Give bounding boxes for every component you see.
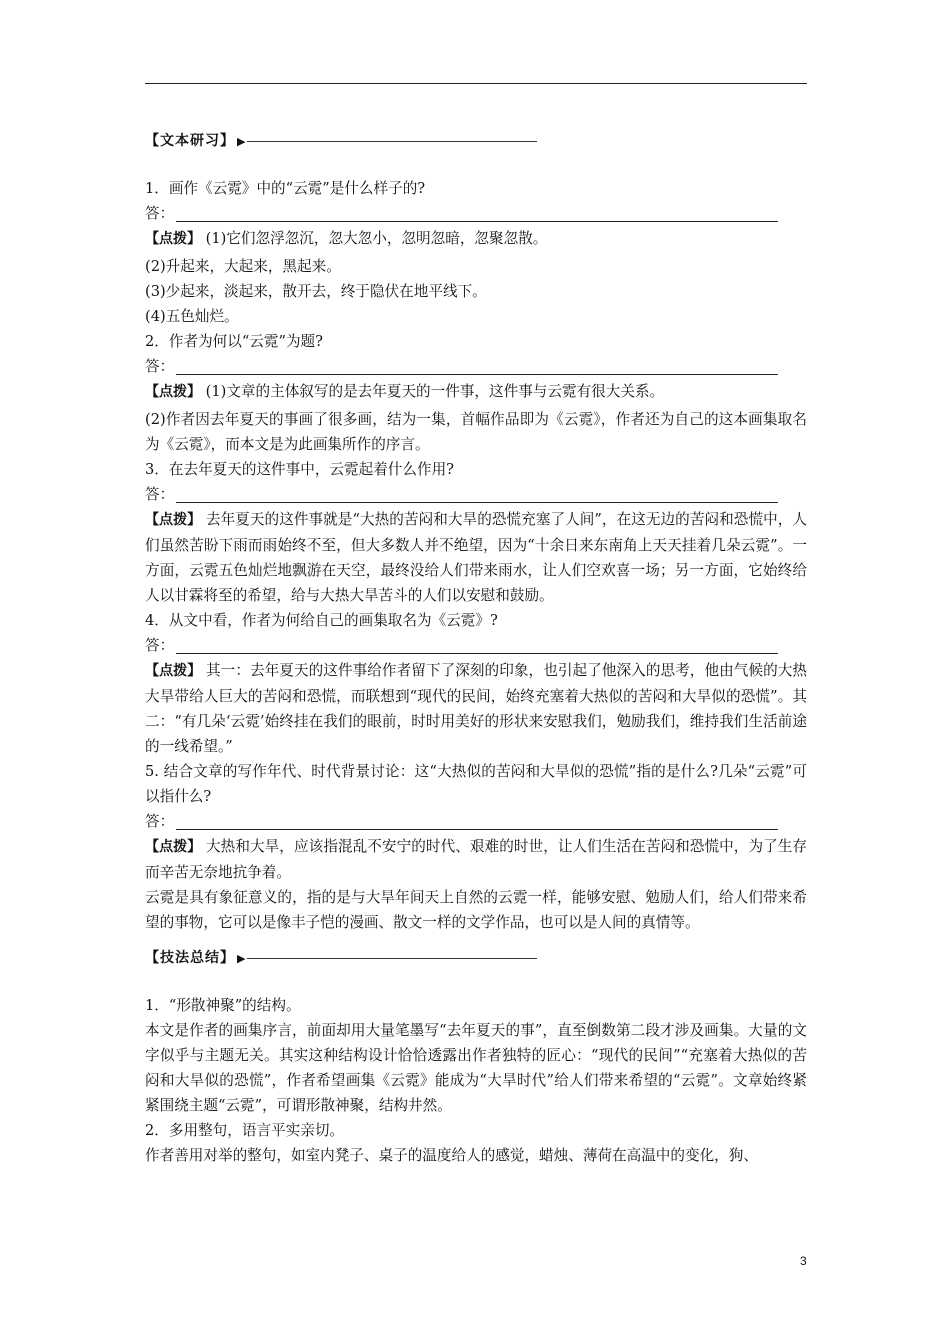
tip-1-line-4: (4)五色灿烂。 (145, 308, 239, 325)
page-number: 3 (800, 1254, 807, 1268)
answer-label: 答： (145, 205, 175, 222)
section-rule (247, 958, 537, 959)
tip-5-line-1: 【点拨】 大热和大旱，应该指混乱不安宁的时代、艰难的时世，让人们生活在苦闷和恐慌中，为了生存而辛苦无奈地抗争着。 (145, 838, 808, 881)
technique-1-text: 本文是作者的画集序言，前面却用大量笔墨写“去年夏天的事”，直至倒数第二段才涉及画集。大量的文字似乎与主题无关。其实这种结构设计恰恰透露出作者独特的匠心：“现代的民间”“充塞着大热似的苦闷和大旱似的恐慌”，作者希望画集《云霓》能成为“大旱时代”给人们带来希望的“云霓”。文章始终紧紧围绕主题“云霓”，可谓形散神聚，结构井然。 (145, 1022, 807, 1114)
tip-1-line-1: 【点拨】 (1)它们忽浮忽沉，忽大忽小，忽明忽暗，忽聚忽散。 (145, 230, 548, 247)
tip-5-line-2: 云霓是具有象征意义的，指的是与大旱年间天上自然的云霓一样，能够安慰、勉励人们，给人们带来希望的事物，它可以是像丰子恺的漫画、散文一样的文学作品，也可以是人间的真情等。 (145, 889, 807, 931)
answer-blank[interactable] (176, 204, 778, 222)
triangle-arrow-icon: ▶ (237, 951, 246, 965)
answer-blank[interactable] (176, 357, 778, 375)
answer-blank[interactable] (176, 812, 778, 830)
technique-1-heading: 1．“形散神聚”的结构。 (145, 997, 301, 1014)
answer-blank[interactable] (176, 636, 778, 654)
section-title: 【技法总结】 (145, 949, 235, 966)
answer-line-2 (145, 354, 807, 379)
technique-2-heading: 2．多用整句，语言平实亲切。 (145, 1122, 345, 1139)
section-title: 【文本研习】 (145, 132, 235, 149)
question-2: 2．作者为何以“云霓”为题? (145, 333, 323, 350)
answer-label: 答： (145, 358, 175, 375)
question-1: 1．画作《云霓》中的“云霓”是什么样子的? (145, 180, 426, 197)
tip-label: 【点拨】 (145, 384, 201, 400)
tip-3: 【点拨】 去年夏天的这件事就是“大热的苦闷和大旱的恐慌充塞了人间”，在这无边的苦闷和恐慌中，人们虽然苦盼下雨而雨始终不至，但大多数人并不绝望，因为“十余日来东南角上天天挂着几朵云霓”。一方面，云霓五色灿烂地飘游在天空，最终没给人们带来雨水，让人们空欢喜一场；另一方面，它始终给人以甘霖将至的希望，给与大热大旱苦斗的人们以安慰和鼓励。 (145, 511, 807, 604)
question-3: 3．在去年夏天的这件事中，云霓起着什么作用? (145, 461, 454, 478)
answer-line-5 (145, 809, 807, 834)
question-5: 5. 结合文章的写作年代、时代背景讨论：这“大热似的苦闷和大旱似的恐慌”指的是什么?几朵“云霓”可以指什么? (145, 763, 807, 805)
section-heading-text-study (145, 128, 807, 154)
triangle-arrow-icon: ▶ (237, 134, 246, 148)
tip-label: 【点拨】 (145, 663, 202, 679)
tip-1-line-3: (3)少起来，淡起来，散开去，终于隐伏在地平线下。 (145, 283, 487, 300)
answer-label: 答： (145, 486, 175, 503)
answer-label: 答： (145, 813, 175, 830)
answer-line-3 (145, 482, 807, 507)
answer-label: 答： (145, 637, 175, 654)
tip-1-line-2: (2)升起来，大起来，黑起来。 (145, 258, 341, 275)
page-content (145, 128, 807, 1168)
header-rule (145, 83, 807, 84)
section-rule (247, 141, 537, 142)
tip-label: 【点拨】 (145, 231, 201, 247)
question-4: 4．从文中看，作者为何给自己的画集取名为《云霓》? (145, 612, 498, 629)
tip-2-line-1: 【点拨】 (1)文章的主体叙写的是去年夏天的一件事，这件事与云霓有很大关系。 (145, 383, 665, 400)
answer-line-4 (145, 633, 807, 658)
tip-label: 【点拨】 (145, 839, 202, 855)
tip-label: 【点拨】 (145, 512, 202, 528)
tip-4: 【点拨】 其一：去年夏天的这件事给作者留下了深刻的印象，也引起了他深入的思考，他由气候的大热大旱带给人巨大的苦闷和恐慌，而联想到“现代的民间，始终充塞着大热似的苦闷和大旱似的恐慌”。其二：“有几朵‘云霓’始终挂在我们的眼前，时时用美好的形状来安慰我们，勉励我们，维持我们生活前途的一线希望。” (145, 662, 808, 755)
answer-blank[interactable] (176, 485, 778, 503)
technique-2-text: 作者善用对举的整句，如室内凳子、桌子的温度给人的感觉，蜡烛、薄荷在高温中的变化，狗、 (145, 1147, 758, 1164)
tip-2-line-2: (2)作者因去年夏天的事画了很多画，结为一集，首幅作品即为《云霓》，作者还为自己的这本画集取名为《云霓》，而本文是为此画集所作的序言。 (145, 411, 807, 453)
section-heading-technique-summary (145, 945, 807, 971)
answer-line-1 (145, 201, 807, 226)
